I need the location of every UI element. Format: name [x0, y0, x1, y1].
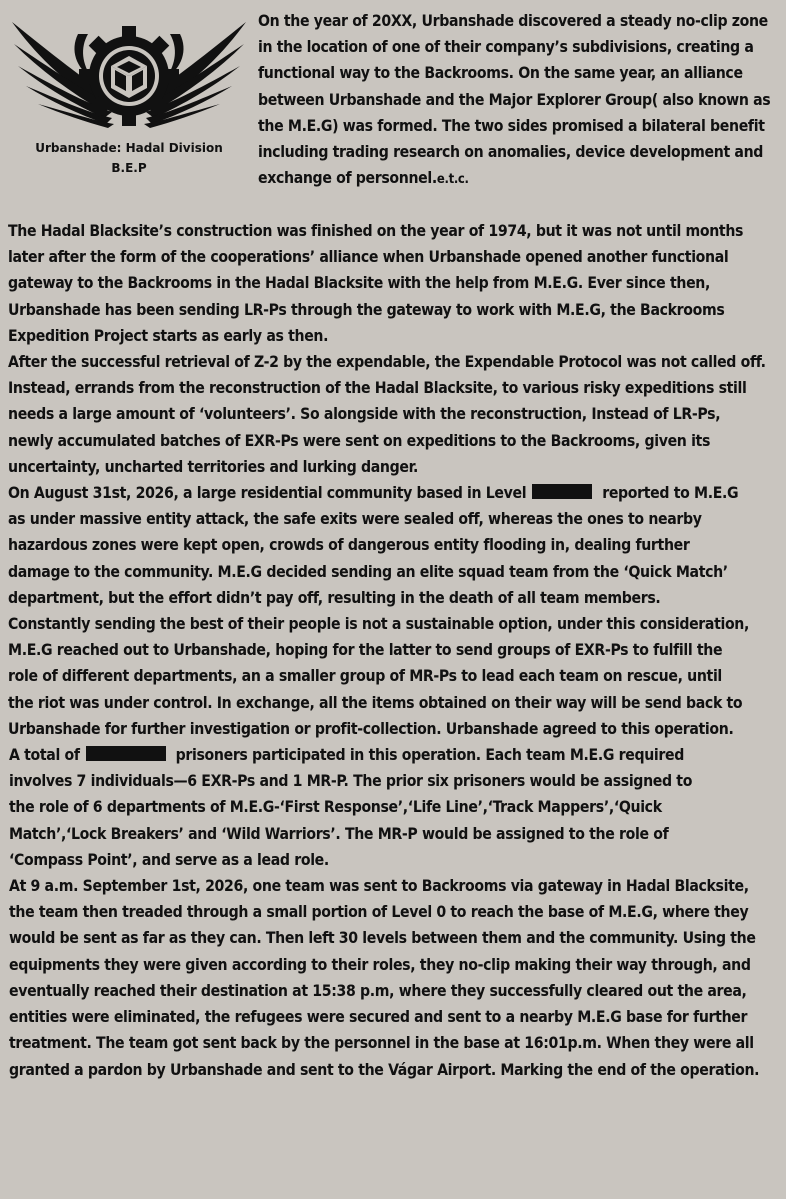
paragraph-blacksite	[8, 218, 782, 349]
intro-line: between Urbanshade and the Major Explorer Group( also known as	[258, 89, 771, 109]
text-line: would be sent as far as they can. Then left 30 levels between them and the community. Using the	[9, 928, 756, 948]
paragraph-agreement	[8, 611, 782, 742]
logo-caption-title: Urbanshade: Hadal Division	[35, 141, 223, 155]
intro-line-text: exchange of personnel.	[258, 168, 437, 188]
text-line	[8, 480, 782, 506]
text-line: Instead, errands from the reconstruction of the Hadal Blacksite, to various risky expeditions still	[8, 378, 747, 398]
text-line: the team then treaded through a small portion of Level 0 to reach the base of M.E.G, where they	[9, 902, 749, 922]
text-segment: A total of	[9, 745, 80, 765]
text-line: as under massive entity attack, the safe exits were sealed off, whereas the ones to nearby	[8, 509, 702, 529]
text-line: uncertainty, uncharted territories and lurking danger.	[8, 456, 418, 476]
paragraph-expendable-protocol	[8, 349, 782, 480]
redaction-bar	[86, 746, 166, 761]
intro-line: in the location of one of their company’s subdivisions, creating a	[258, 37, 754, 57]
paragraph-team-roles	[8, 742, 782, 873]
text-segment: On August 31st, 2026, a large residential community based in Level	[8, 483, 527, 503]
intro-line: including trading research on anomalies, device development and	[258, 142, 764, 162]
text-line: ‘Compass Point’, and serve as a lead role.	[9, 849, 329, 869]
text-line: involves 7 individuals—6 EXR-Ps and 1 MR-P. The prior six prisoners would be assigned to	[9, 771, 693, 791]
text-line: Urbanshade has been sending LR-Ps through the gateway to work with M.E.G, the Backrooms	[8, 299, 725, 319]
redaction-bar	[532, 484, 592, 499]
text-line: newly accumulated batches of EXR-Ps were sent on expeditions to the Backrooms, given its	[8, 430, 711, 450]
text-line: role of different departments, an a smaller group of MR-Ps to lead each team on rescue, until	[8, 666, 722, 686]
text-line: gateway to the Backrooms in the Hadal Blacksite with the help from M.E.G. Ever since then,	[8, 273, 711, 293]
text-line: Match’,‘Lock Breakers’ and ‘Wild Warriors’. The MR-P would be assigned to the role of	[9, 823, 669, 843]
paragraph-operation	[8, 873, 782, 1083]
winged-gear-cube-emblem-icon	[4, 4, 254, 138]
text-line: At 9 a.m. September 1st, 2026, one team was sent to Backrooms via gateway in Hadal Blacksite,	[9, 876, 749, 896]
text-line: the role of 6 departments of M.E.G-‘First Response’,‘Life Line’,‘Track Mappers’,‘Quick	[9, 797, 662, 817]
text-line: eventually reached their destination at 15:38 p.m, where they successfully cleared out the area,	[9, 980, 747, 1000]
text-line: After the successful retrieval of Z-2 by the expendable, the Expendable Protocol was not called off.	[8, 352, 766, 372]
text-line: Constantly sending the best of their people is not a sustainable option, under this consideration,	[8, 614, 750, 634]
intro-line: On the year of 20XX, Urbanshade discovered a steady no-clip zone	[258, 11, 768, 30]
intro-line: the M.E.G) was formed. The two sides promised a bilateral benefit	[258, 115, 765, 135]
text-line: equipments they were given according to their roles, they no-clip making their way through, and	[9, 954, 751, 974]
body-text	[8, 218, 782, 1083]
text-line: hazardous zones were kept open, crowds of dangerous entity flooding in, dealing further	[8, 535, 690, 555]
paragraph-entity-attack	[8, 480, 782, 611]
text-line: department, but the effort didn’t pay off, resulting in the death of all team members.	[8, 587, 661, 607]
logo-caption-code: B.E.P	[111, 161, 147, 175]
text-line: granted a pardon by Urbanshade and sent to the Vágar Airport. Marking the end of the operation.	[9, 1059, 760, 1079]
text-line: The Hadal Blacksite’s construction was finished on the year of 1974, but it was not until months	[8, 221, 744, 240]
intro-line: functional way to the Backrooms. On the same year, an alliance	[258, 63, 743, 83]
logo-block	[4, 4, 254, 194]
text-line: later after the form of the cooperations’ alliance when Urbanshade opened another functional	[8, 247, 729, 267]
text-line	[8, 742, 782, 768]
text-line: the riot was under control. In exchange, all the items obtained on their way will be send back to	[8, 692, 743, 712]
text-line: Expedition Project starts as early as then.	[8, 325, 329, 345]
text-line: entities were eliminated, the refugees were secured and sent to a nearby M.E.G base for further	[9, 1007, 748, 1027]
text-line: damage to the community. M.E.G decided sending an elite squad team from the ‘Quick Match’	[8, 561, 728, 581]
text-segment: prisoners participated in this operation. Each team M.E.G required	[175, 745, 684, 765]
text-line: treatment. The team got sent back by the personnel in the base at 16:01p.m. When they were all	[9, 1033, 754, 1053]
text-segment: reported to M.E.G	[602, 483, 739, 503]
text-line: Urbanshade for further investigation or profit-collection. Urbanshade agreed to this operation.	[8, 718, 734, 738]
intro-paragraph	[258, 8, 782, 193]
logo-caption	[4, 138, 254, 178]
intro-line-last	[258, 165, 782, 193]
text-line: M.E.G reached out to Urbanshade, hoping for the latter to send groups of EXR-Ps to fulfill the	[8, 640, 723, 660]
intro-etc: e.t.c.	[436, 172, 469, 188]
text-line: needs a large amount of ‘volunteers’. So alongside with the reconstruction, Instead of LR-Ps,	[8, 404, 721, 424]
